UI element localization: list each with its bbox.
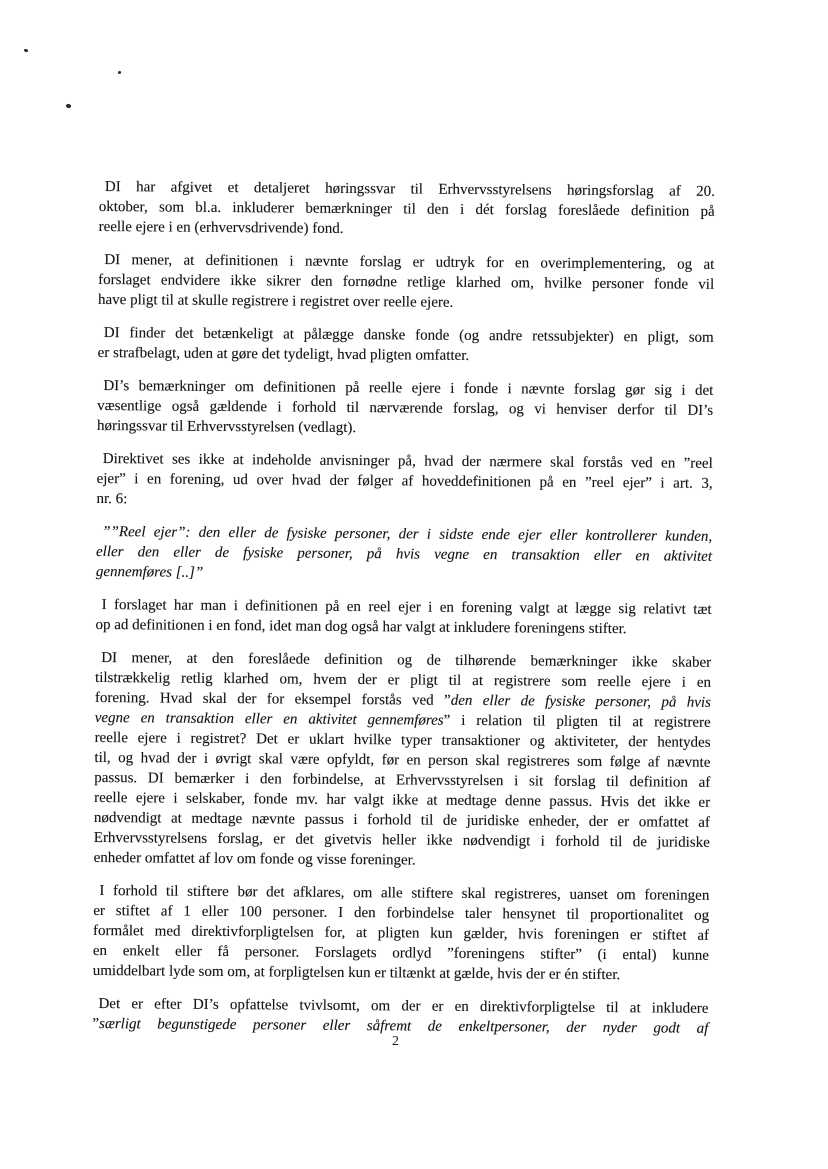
text-run: nr. 6: bbox=[96, 490, 128, 508]
italic-text-run: den eller de fysiske personer, på hvis bbox=[450, 692, 711, 711]
text-run: oktober, som bl.a. inkluderer bemærkninger til den i dét forslag foreslåede definition på bbox=[98, 198, 715, 220]
text-line bbox=[95, 615, 711, 640]
text-run: I forslaget har man i definitionen på en reel ejer i en forening valgt at lægge sig relativt tæt bbox=[101, 597, 712, 618]
text-run: passus. DI bemærker i den forbindelse, at Erhvervsstyrelsen i sit forslag til definition af bbox=[94, 769, 711, 791]
italic-text-run: vegne en transaktion eller en aktivitet gennemføres bbox=[94, 709, 444, 729]
paragraph bbox=[97, 376, 713, 441]
paragraph bbox=[95, 595, 711, 640]
text-run: ” bbox=[92, 1015, 100, 1033]
text-line bbox=[93, 961, 709, 986]
text-run: tilstrækkelig retlig klarhed om, hvem der er pligt til at registrere som reelle ejere i en bbox=[95, 669, 712, 691]
text-run: DI finder det betænkeligt at pålægge danske fonde (og andre retssubjekter) en pligt, som bbox=[103, 325, 714, 346]
text-run: formålet med direktivforpligtelsen for, at pligten kun gælder, hvis foreningen er stiftet af bbox=[93, 922, 710, 944]
text-run: nødvendigt at medtage nævnte passus i forhold til de juridiske enheder, der er omfattet af bbox=[93, 809, 711, 831]
text-run: forslaget endvidere ikke sikrer den fornødne retlige klarhed om, hvilke personer fonde vil bbox=[98, 271, 715, 293]
text-run: Det er efter DI’s opfattelse tvivlsomt, om der er en direktivforpligtelse til at inkludere bbox=[98, 996, 709, 1017]
paragraph bbox=[98, 323, 714, 368]
paragraph bbox=[92, 994, 708, 1039]
text-run: væsentlige også gældende i forhold til nærværende forslag, og vi henviser derfor til DI’s bbox=[97, 397, 714, 419]
paragraph bbox=[99, 177, 715, 242]
text-run: DI mener, at definitionen i nævnte forslag er udtryk for en overimplementering, og at bbox=[104, 252, 715, 273]
scan-speck bbox=[24, 48, 29, 52]
scan-speck bbox=[118, 71, 122, 75]
text-line bbox=[92, 1014, 708, 1039]
text-run: I forhold til stiftere bør det afklares, om alle stiftere skal registreres, uanset om foreningen bbox=[99, 883, 710, 904]
text-run: op ad definitionen i en fond, idet man dog også har valgt at inkludere foreningens stifter. bbox=[95, 616, 627, 638]
text-run: DI’s bemærkninger om definitionen på reelle ejere i fonde i nævnte forslag gør sig i det bbox=[103, 378, 714, 399]
italic-text-run: ””Reel ejer”: den eller de fysiske personer, der i sidste ende ejer eller kontrollerer kunden, bbox=[102, 524, 713, 545]
text-run: ejer” i en forening, ud over hvad der følger af hoveddefinitionen på en ”reel ejer” i art. 3, bbox=[96, 470, 713, 492]
paragraph bbox=[96, 449, 712, 514]
text-run: Direktivet ses ikke at indeholde anvisninger på, hvad der nærmere skal forstås ved en ”reel bbox=[102, 451, 713, 472]
text-run: er strafbelagt, uden at gøre det tydeligt, hvad pligten omfatter. bbox=[97, 344, 470, 364]
paragraph bbox=[98, 250, 714, 315]
text-run: høringssvar til Erhvervsstyrelsen (vedlagt). bbox=[96, 417, 357, 437]
paragraph bbox=[93, 881, 710, 986]
paragraph bbox=[96, 522, 712, 587]
page-number: 2 bbox=[392, 1034, 399, 1049]
text-run: Erhvervsstyrelsens forslag, er det givetvis heller ikke nødvendigt i forhold til de juridiske bbox=[93, 829, 710, 851]
text-run: enheder omfattet af lov om fonde og visse foreninger. bbox=[93, 849, 416, 869]
italic-text-run: særligt begunstigede personer eller såfremt de enkeltpersoner, der nyder godt af bbox=[98, 1016, 709, 1037]
italic-text-run: eller den eller de fysiske personer, på hvis vegne en transaktion eller en aktivitet bbox=[95, 543, 713, 565]
italic-text-run: gennemføres [..]” bbox=[95, 563, 204, 581]
text-run: DI har afgivet et detaljeret høringssvar til Erhvervsstyrelsens høringsforslag af 20. bbox=[104, 179, 715, 200]
text-run: DI mener, at den foreslåede definition og de tilhørende bemærkninger ikke skaber bbox=[101, 650, 712, 671]
text-run: reelle ejere i en (erhvervsdrivende) fond. bbox=[98, 218, 344, 237]
text-run: have pligt til at skulle registrere i registret over reelle ejere. bbox=[97, 291, 454, 311]
text-run: reelle ejere i selskaber, fonde mv. har valgt ikke at medtage denne passus. Hvis det ikke er bbox=[94, 789, 711, 811]
text-run: ” i relation til pligten til at registrere bbox=[443, 712, 711, 731]
text-run: en enkelt eller få personer. Forslagets ordlyd ”foreningens stifter” (i ental) kunne bbox=[92, 942, 709, 964]
text-run: forening. Hvad skal der for eksempel forstås ved ” bbox=[94, 689, 451, 709]
document-body bbox=[92, 177, 715, 1052]
text-run: umiddelbart lyde som om, at forpligtelsen kun er tiltænkt at gælde, hvis der er én stifter. bbox=[92, 962, 621, 984]
text-run: reelle ejere i registret? Det er uklart hvilke typer transaktioner og aktiviteter, der hentydes bbox=[94, 729, 711, 751]
scan-speck bbox=[65, 103, 71, 109]
text-run: til, og hvad der i øvrigt skal være opfyldt, før en person skal registreres som følge af nævnte bbox=[94, 749, 711, 771]
paragraph bbox=[94, 648, 712, 873]
text-run: er stiftet af 1 eller 100 personer. I den forbindelse taler hensynet til proportionalitet og bbox=[93, 902, 710, 924]
